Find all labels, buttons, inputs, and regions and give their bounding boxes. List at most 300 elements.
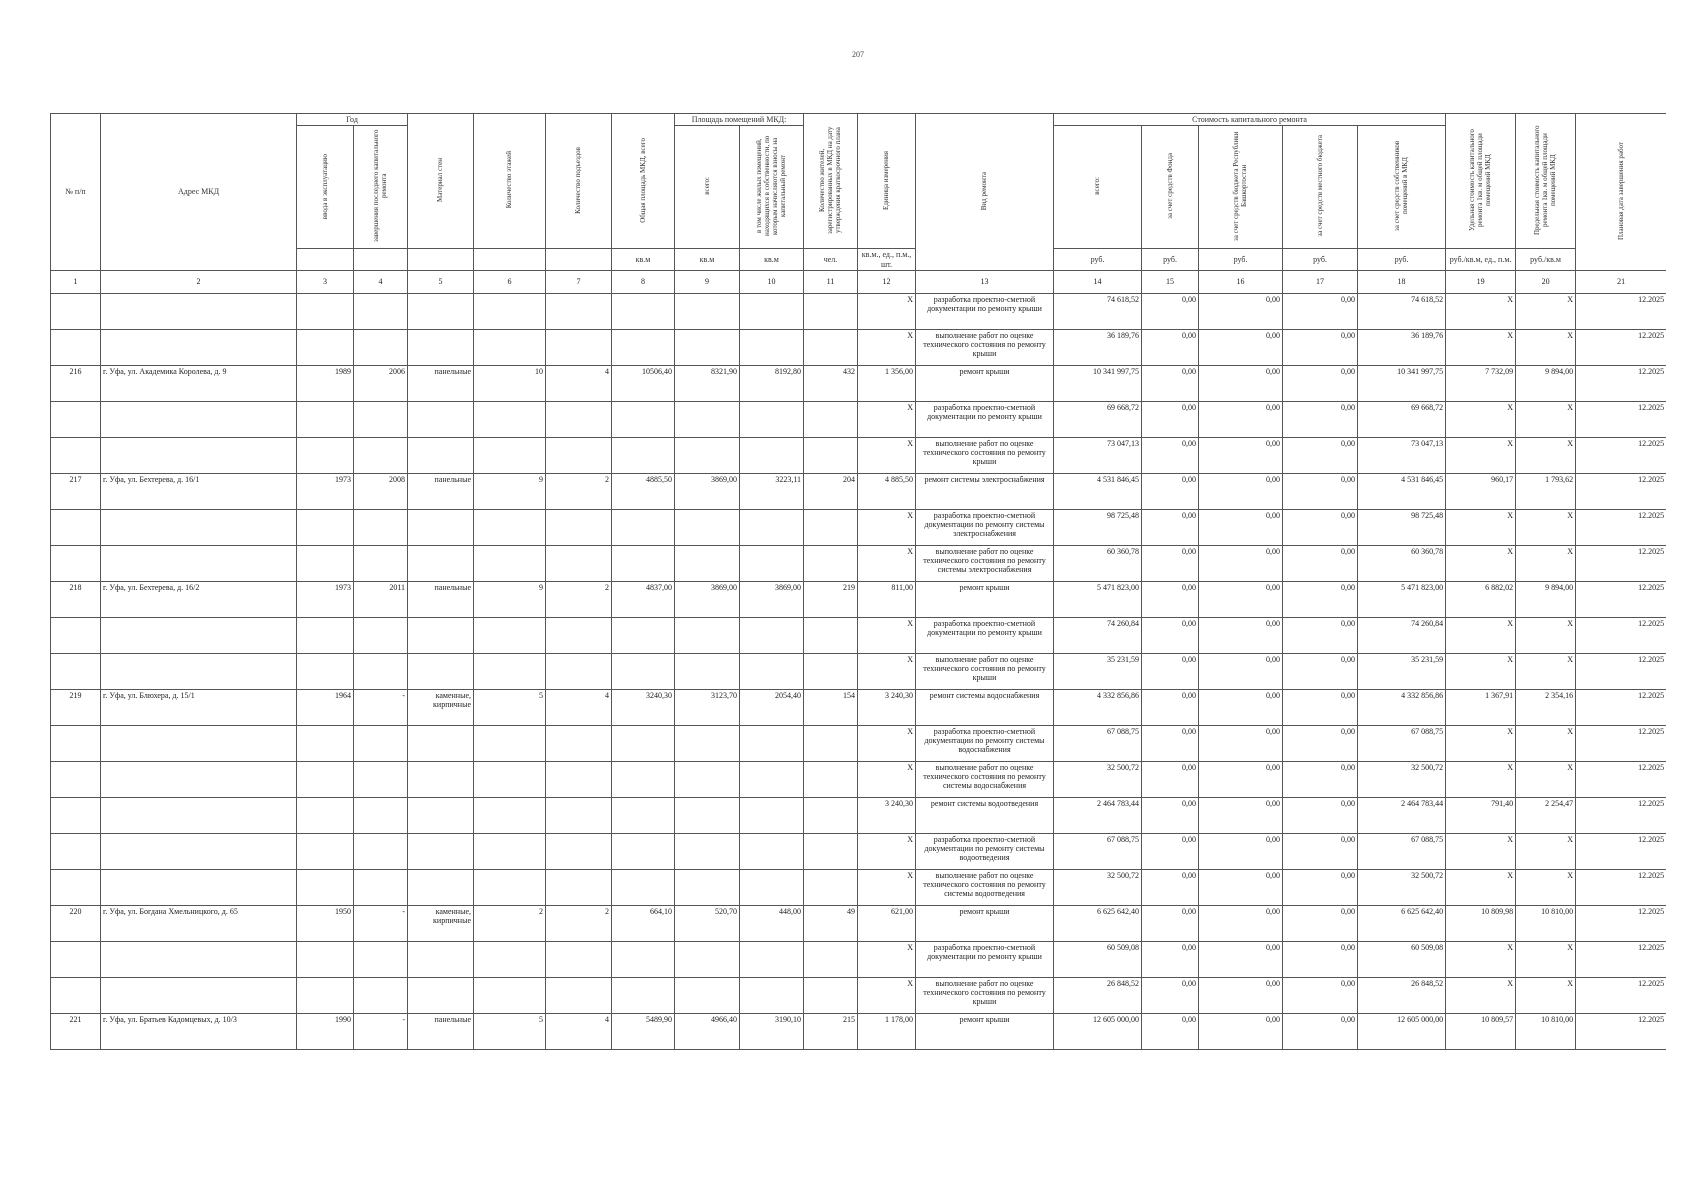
cell-cost-owners: 60 509,08 [1358, 941, 1446, 977]
cell-address: г. Уфа, ул. Братьев Кадомцевых, д. 10/3 [101, 1013, 297, 1049]
cell-residents [804, 833, 858, 869]
cell-premises-total [675, 941, 740, 977]
cell-year-commission [297, 401, 354, 437]
hdr-residents: Количество жителей, зарегистрированных в МКД на дату утверждения краткосрочного плана [804, 114, 858, 249]
cell-entrances: 2 [546, 905, 612, 941]
cell-unit-cost: X [1446, 293, 1516, 329]
hdr-cost-owners: за счет средств собственников помещений в МКД [1358, 126, 1446, 249]
cell-unit-cost: X [1446, 725, 1516, 761]
cell-cost-total: 74 618,52 [1054, 293, 1142, 329]
cell-cost-total: 10 341 997,75 [1054, 365, 1142, 401]
cell-year-last-repair [354, 761, 408, 797]
cell-total-area: 4837,00 [612, 581, 675, 617]
cell-cost-rb: 0,00 [1199, 977, 1283, 1013]
table-row [51, 833, 1667, 869]
hdr-n: № п/п [51, 114, 101, 271]
cell-n [51, 653, 101, 689]
cell-work-type: ремонт крыши [916, 905, 1054, 941]
cell-deadline: 12.2025 [1576, 725, 1666, 761]
cell-floors [474, 761, 546, 797]
cell-deadline: 12.2025 [1576, 473, 1666, 509]
cell-total-area: 4885,50 [612, 473, 675, 509]
cell-cost-rb: 0,00 [1199, 653, 1283, 689]
hdr-cost-total: всего: [1054, 126, 1142, 249]
cell-premises-fund [740, 977, 804, 1013]
cell-cost-fund: 0,00 [1142, 977, 1199, 1013]
cell-deadline: 12.2025 [1576, 941, 1666, 977]
cell-cost-owners: 67 088,75 [1358, 725, 1446, 761]
cell-cost-owners: 73 047,13 [1358, 437, 1446, 473]
cell-cost-total: 74 260,84 [1054, 617, 1142, 653]
cell-year-last-repair: - [354, 1013, 408, 1049]
cell-residents [804, 293, 858, 329]
cell-floors: 5 [474, 689, 546, 725]
cell-deadline: 12.2025 [1576, 653, 1666, 689]
cell-n [51, 977, 101, 1013]
cell-work-type: выполнение работ по оценке технического состояния по ремонту крыши [916, 653, 1054, 689]
cell-unit-cost: 10 809,57 [1446, 1013, 1516, 1049]
cell-entrances: 2 [546, 581, 612, 617]
cell-entrances [546, 545, 612, 581]
cell-cost-total: 36 189,76 [1054, 329, 1142, 365]
cell-n [51, 437, 101, 473]
cell-cost-total: 73 047,13 [1054, 437, 1142, 473]
cell-cost-local: 0,00 [1283, 869, 1358, 905]
cell-max-cost: 9 894,00 [1516, 581, 1576, 617]
cell-cost-owners: 6 625 642,40 [1358, 905, 1446, 941]
cell-cost-local: 0,00 [1283, 401, 1358, 437]
cell-floors [474, 941, 546, 977]
cell-cost-fund: 0,00 [1142, 941, 1199, 977]
cell-floors [474, 797, 546, 833]
cell-cost-owners: 26 848,52 [1358, 977, 1446, 1013]
cell-address [101, 761, 297, 797]
cell-unit: 621,00 [858, 905, 916, 941]
cell-cost-fund: 0,00 [1142, 329, 1199, 365]
cell-year-commission: 1989 [297, 365, 354, 401]
cell-unit-cost: X [1446, 437, 1516, 473]
table-row [51, 941, 1667, 977]
cell-premises-total [675, 329, 740, 365]
cell-year-last-repair [354, 977, 408, 1013]
cell-floors: 5 [474, 1013, 546, 1049]
cell-cost-total: 2 464 783,44 [1054, 797, 1142, 833]
cell-cost-total: 12 605 000,00 [1054, 1013, 1142, 1049]
cell-premises-fund: 448,00 [740, 905, 804, 941]
cell-entrances [546, 833, 612, 869]
cell-n: 218 [51, 581, 101, 617]
cell-total-area [612, 401, 675, 437]
cell-total-area [612, 761, 675, 797]
cell-residents [804, 509, 858, 545]
cell-address [101, 509, 297, 545]
cell-premises-total [675, 617, 740, 653]
cell-unit: X [858, 833, 916, 869]
cell-year-commission [297, 509, 354, 545]
cell-year-commission [297, 941, 354, 977]
cell-address [101, 437, 297, 473]
cell-residents: 432 [804, 365, 858, 401]
cell-total-area [612, 977, 675, 1013]
cell-deadline: 12.2025 [1576, 329, 1666, 365]
table-row [51, 401, 1667, 437]
cell-unit-cost: 1 367,91 [1446, 689, 1516, 725]
hdr-cost-fund: за счет средств Фонда [1142, 126, 1199, 249]
cell-unit: X [858, 617, 916, 653]
cell-n [51, 797, 101, 833]
cell-cost-owners: 98 725,48 [1358, 509, 1446, 545]
cell-max-cost: 10 810,00 [1516, 905, 1576, 941]
cell-premises-fund: 3223,11 [740, 473, 804, 509]
table-row [51, 761, 1667, 797]
cell-deadline: 12.2025 [1576, 617, 1666, 653]
cell-unit-cost: X [1446, 833, 1516, 869]
cell-premises-total [675, 401, 740, 437]
cell-work-type: разработка проектно-сметной документации по ремонту крыши [916, 617, 1054, 653]
table-row [51, 437, 1667, 473]
cell-residents [804, 977, 858, 1013]
cell-cost-owners: 35 231,59 [1358, 653, 1446, 689]
table-row [51, 977, 1667, 1013]
cell-address [101, 545, 297, 581]
cell-premises-total: 3869,00 [675, 473, 740, 509]
cell-cost-total: 32 500,72 [1054, 869, 1142, 905]
cell-wall-material [408, 941, 474, 977]
cell-address [101, 977, 297, 1013]
cell-cost-rb: 0,00 [1199, 581, 1283, 617]
cell-cost-owners: 4 531 846,45 [1358, 473, 1446, 509]
cell-unit: X [858, 293, 916, 329]
cell-unit: X [858, 509, 916, 545]
cell-floors [474, 293, 546, 329]
cell-cost-owners: 5 471 823,00 [1358, 581, 1446, 617]
cell-max-cost: 2 254,47 [1516, 797, 1576, 833]
cell-residents [804, 941, 858, 977]
cell-cost-total: 32 500,72 [1054, 761, 1142, 797]
cell-year-commission [297, 329, 354, 365]
table-row [51, 797, 1667, 833]
cell-year-commission [297, 437, 354, 473]
cell-residents [804, 401, 858, 437]
cell-residents: 49 [804, 905, 858, 941]
cell-unit: X [858, 725, 916, 761]
cell-entrances [546, 869, 612, 905]
cell-unit-cost: X [1446, 617, 1516, 653]
cell-cost-local: 0,00 [1283, 473, 1358, 509]
cell-entrances [546, 401, 612, 437]
cell-cost-owners: 74 618,52 [1358, 293, 1446, 329]
cell-floors: 2 [474, 905, 546, 941]
cell-total-area [612, 617, 675, 653]
cell-year-commission [297, 761, 354, 797]
cell-wall-material: панельные [408, 473, 474, 509]
cell-cost-rb: 0,00 [1199, 905, 1283, 941]
cell-wall-material [408, 869, 474, 905]
cell-wall-material [408, 509, 474, 545]
cell-cost-fund: 0,00 [1142, 545, 1199, 581]
cell-cost-total: 60 509,08 [1054, 941, 1142, 977]
cell-total-area [612, 725, 675, 761]
cell-cost-rb: 0,00 [1199, 293, 1283, 329]
cell-work-type: выполнение работ по оценке технического состояния по ремонту системы водоотведения [916, 869, 1054, 905]
cell-cost-fund: 0,00 [1142, 869, 1199, 905]
cell-cost-total: 4 531 846,45 [1054, 473, 1142, 509]
cell-premises-fund [740, 833, 804, 869]
column-numbers-row: 1 2 3 4 5 6 7 8 9 10 11 12 13 14 15 16 17 18 19 20 21 [51, 270, 1667, 293]
cell-entrances: 4 [546, 689, 612, 725]
cell-premises-fund [740, 869, 804, 905]
cell-cost-rb: 0,00 [1199, 869, 1283, 905]
cell-total-area [612, 545, 675, 581]
cell-premises-fund: 8192,80 [740, 365, 804, 401]
table-row [51, 725, 1667, 761]
unit-rub-19: руб./кв.м, ед., п.м. [1446, 249, 1516, 270]
cell-work-type: ремонт крыши [916, 365, 1054, 401]
unit-area-10: кв.м [740, 249, 804, 270]
cell-cost-owners: 10 341 997,75 [1358, 365, 1446, 401]
table-row [51, 545, 1667, 581]
cell-unit: X [858, 545, 916, 581]
hdr-cost-rb: за счет средств бюджета Республики Башкортостан [1199, 126, 1283, 249]
table-row [51, 473, 1667, 509]
cell-year-last-repair [354, 797, 408, 833]
cell-cost-owners: 4 332 856,86 [1358, 689, 1446, 725]
cell-deadline: 12.2025 [1576, 293, 1666, 329]
cell-max-cost: X [1516, 941, 1576, 977]
cell-wall-material: панельные [408, 1013, 474, 1049]
cell-address [101, 725, 297, 761]
cell-residents: 204 [804, 473, 858, 509]
cell-premises-fund: 3190,10 [740, 1013, 804, 1049]
cell-n [51, 833, 101, 869]
cell-cost-fund: 0,00 [1142, 617, 1199, 653]
cell-year-commission [297, 653, 354, 689]
cell-unit-cost: X [1446, 329, 1516, 365]
cell-work-type: разработка проектно-сметной документации по ремонту системы водоснабжения [916, 725, 1054, 761]
cell-wall-material: каменные, кирпичные [408, 905, 474, 941]
cell-premises-total: 520,70 [675, 905, 740, 941]
cell-year-commission [297, 797, 354, 833]
page-number: 207 [852, 50, 864, 59]
cell-residents [804, 869, 858, 905]
cell-cost-fund: 0,00 [1142, 797, 1199, 833]
cell-year-commission [297, 725, 354, 761]
cell-floors [474, 545, 546, 581]
hdr-premises-group: Площадь помещений МКД: [675, 114, 804, 126]
cell-premises-total [675, 833, 740, 869]
cell-max-cost: X [1516, 725, 1576, 761]
cell-work-type: выполнение работ по оценке технического состояния по ремонту системы водоснабжения [916, 761, 1054, 797]
cell-address [101, 869, 297, 905]
cell-residents: 215 [804, 1013, 858, 1049]
unit-rub-20: руб./кв.м [1516, 249, 1576, 270]
cell-wall-material [408, 293, 474, 329]
cell-cost-local: 0,00 [1283, 905, 1358, 941]
cell-cost-owners: 69 668,72 [1358, 401, 1446, 437]
cell-premises-fund [740, 509, 804, 545]
cell-year-commission: 1964 [297, 689, 354, 725]
cell-deadline: 12.2025 [1576, 977, 1666, 1013]
cell-cost-total: 60 360,78 [1054, 545, 1142, 581]
cell-year-last-repair [354, 293, 408, 329]
cell-max-cost: X [1516, 509, 1576, 545]
cell-unit-cost: X [1446, 761, 1516, 797]
cell-n [51, 725, 101, 761]
cell-address [101, 797, 297, 833]
cell-cost-fund: 0,00 [1142, 1013, 1199, 1049]
cell-cost-local: 0,00 [1283, 581, 1358, 617]
cell-floors [474, 653, 546, 689]
cell-max-cost: X [1516, 293, 1576, 329]
cell-unit-cost: X [1446, 653, 1516, 689]
table-row [51, 905, 1667, 941]
cell-address [101, 617, 297, 653]
cell-cost-local: 0,00 [1283, 545, 1358, 581]
unit-rub-17: руб. [1283, 249, 1358, 270]
cell-floors [474, 869, 546, 905]
cell-cost-total: 69 668,72 [1054, 401, 1142, 437]
cell-unit: X [858, 329, 916, 365]
cell-cost-rb: 0,00 [1199, 545, 1283, 581]
cell-premises-fund [740, 725, 804, 761]
cell-work-type: разработка проектно-сметной документации по ремонту системы электроснабжения [916, 509, 1054, 545]
cell-cost-rb: 0,00 [1199, 725, 1283, 761]
cell-cost-fund: 0,00 [1142, 437, 1199, 473]
cell-premises-fund: 2054,40 [740, 689, 804, 725]
table-body [51, 293, 1667, 1049]
cell-n: 217 [51, 473, 101, 509]
cell-total-area [612, 293, 675, 329]
cell-year-commission [297, 293, 354, 329]
cell-residents [804, 545, 858, 581]
cell-year-commission: 1950 [297, 905, 354, 941]
cell-year-commission: 1990 [297, 1013, 354, 1049]
cell-premises-fund [740, 437, 804, 473]
cell-cost-rb: 0,00 [1199, 941, 1283, 977]
cell-year-last-repair: 2006 [354, 365, 408, 401]
hdr-deadline: Плановая дата завершения работ [1576, 114, 1666, 271]
cell-year-last-repair [354, 833, 408, 869]
cell-total-area [612, 509, 675, 545]
cell-year-last-repair: - [354, 905, 408, 941]
cell-entrances: 4 [546, 365, 612, 401]
cell-total-area [612, 797, 675, 833]
cell-unit: X [858, 977, 916, 1013]
cell-cost-owners: 36 189,76 [1358, 329, 1446, 365]
cell-work-type: ремонт системы электроснабжения [916, 473, 1054, 509]
unit-rub-15: руб. [1142, 249, 1199, 270]
cell-total-area: 3240,30 [612, 689, 675, 725]
cell-unit: X [858, 653, 916, 689]
cell-premises-total: 3869,00 [675, 581, 740, 617]
cell-work-type: выполнение работ по оценке технического состояния по ремонту крыши [916, 977, 1054, 1013]
cell-premises-fund [740, 545, 804, 581]
unit-measure: кв.м., ед., п.м., шт. [858, 249, 916, 270]
table-row [51, 329, 1667, 365]
cell-floors [474, 617, 546, 653]
cell-address: г. Уфа, ул. Богдана Хмельницкого, д. 65 [101, 905, 297, 941]
cell-cost-local: 0,00 [1283, 761, 1358, 797]
cell-total-area: 10506,40 [612, 365, 675, 401]
cell-cost-fund: 0,00 [1142, 473, 1199, 509]
cell-address: г. Уфа, ул. Бехтерева, д. 16/1 [101, 473, 297, 509]
cell-cost-local: 0,00 [1283, 1013, 1358, 1049]
cell-year-last-repair [354, 329, 408, 365]
cell-unit-cost: X [1446, 941, 1516, 977]
cell-cost-fund: 0,00 [1142, 653, 1199, 689]
cell-cost-total: 4 332 856,86 [1054, 689, 1142, 725]
cell-premises-total [675, 653, 740, 689]
cell-max-cost: X [1516, 401, 1576, 437]
cell-unit: 3 240,30 [858, 797, 916, 833]
cell-entrances [546, 797, 612, 833]
cell-year-last-repair [354, 653, 408, 689]
cell-year-last-repair [354, 545, 408, 581]
cell-address: г. Уфа, ул. Бехтерева, д. 16/2 [101, 581, 297, 617]
cell-unit: X [858, 401, 916, 437]
cell-premises-fund [740, 617, 804, 653]
capital-repair-table [50, 113, 1666, 1050]
cell-deadline: 12.2025 [1576, 509, 1666, 545]
cell-entrances [546, 293, 612, 329]
cell-cost-total: 67 088,75 [1054, 833, 1142, 869]
cell-address: г. Уфа, ул. Блюхера, д. 15/1 [101, 689, 297, 725]
cell-cost-total: 98 725,48 [1054, 509, 1142, 545]
cell-wall-material [408, 977, 474, 1013]
hdr-address: Адрес МКД [101, 114, 297, 271]
cell-cost-owners: 32 500,72 [1358, 761, 1446, 797]
cell-max-cost: X [1516, 977, 1576, 1013]
cell-unit-cost: X [1446, 869, 1516, 905]
hdr-premises-fund: в том числе жилых помещений, находящихся в собственности, по которым начисляются взносы на капитальный ремонт [740, 126, 804, 249]
hdr-year-group: Год [297, 114, 408, 126]
cell-residents [804, 329, 858, 365]
cell-unit-cost: 7 732,09 [1446, 365, 1516, 401]
cell-entrances: 2 [546, 473, 612, 509]
cell-work-type: разработка проектно-сметной документации по ремонту системы водоотведения [916, 833, 1054, 869]
cell-n [51, 329, 101, 365]
cell-year-last-repair: - [354, 689, 408, 725]
cell-work-type: ремонт системы водоотведения [916, 797, 1054, 833]
cell-entrances [546, 941, 612, 977]
cell-cost-owners: 60 360,78 [1358, 545, 1446, 581]
cell-entrances [546, 761, 612, 797]
cell-cost-total: 26 848,52 [1054, 977, 1142, 1013]
cell-year-last-repair [354, 725, 408, 761]
cell-premises-fund [740, 653, 804, 689]
cell-cost-fund: 0,00 [1142, 365, 1199, 401]
cell-wall-material [408, 833, 474, 869]
cell-premises-fund [740, 401, 804, 437]
cell-year-last-repair: 2008 [354, 473, 408, 509]
cell-year-last-repair [354, 509, 408, 545]
cell-cost-local: 0,00 [1283, 437, 1358, 473]
cell-cost-fund: 0,00 [1142, 905, 1199, 941]
cell-premises-fund [740, 761, 804, 797]
cell-wall-material: панельные [408, 581, 474, 617]
cell-cost-rb: 0,00 [1199, 761, 1283, 797]
cell-address [101, 329, 297, 365]
unit-area-8: кв.м [612, 249, 675, 270]
cell-cost-fund: 0,00 [1142, 509, 1199, 545]
cell-year-last-repair [354, 941, 408, 977]
cell-year-last-repair [354, 437, 408, 473]
cell-max-cost: X [1516, 761, 1576, 797]
cell-max-cost: 10 810,00 [1516, 1013, 1576, 1049]
cell-year-commission [297, 617, 354, 653]
cell-deadline: 12.2025 [1576, 869, 1666, 905]
cell-n [51, 545, 101, 581]
